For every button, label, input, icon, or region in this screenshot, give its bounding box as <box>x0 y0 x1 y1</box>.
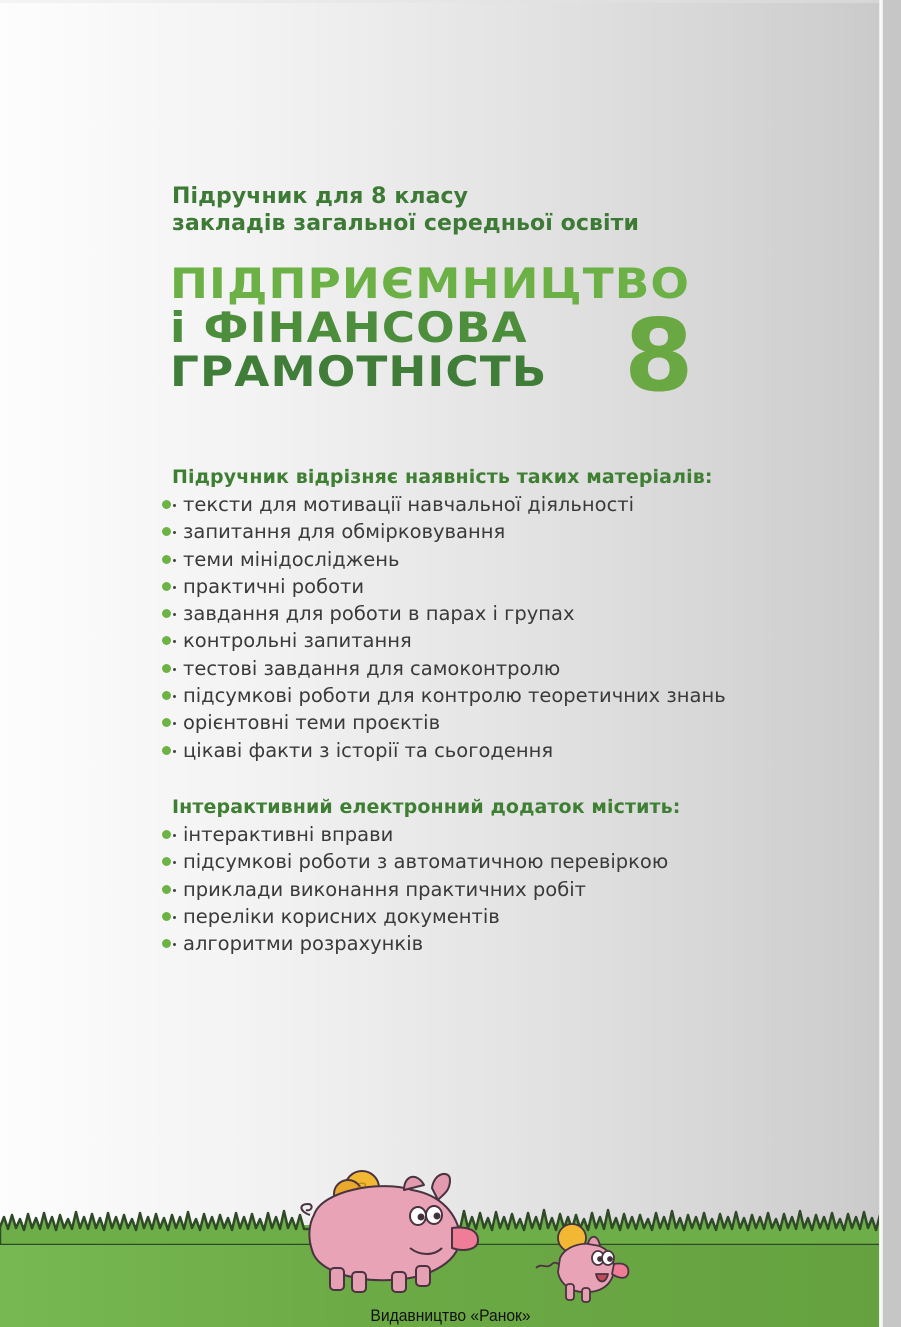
bullet-icon <box>162 664 171 673</box>
list-item <box>162 737 726 764</box>
dot-icon <box>173 916 176 919</box>
list-item-text: практичні роботи <box>183 574 365 598</box>
list-item-text: алгоритми розрахунків <box>183 932 424 956</box>
list-item-text: контрольні запитання <box>183 629 412 653</box>
bullet-icon <box>162 857 171 866</box>
dot-icon <box>173 695 176 698</box>
dot-icon <box>173 889 176 892</box>
big-piggy-bank-icon <box>292 1160 488 1295</box>
dot-icon <box>173 668 176 671</box>
dot-icon <box>173 586 176 589</box>
dot-icon <box>173 750 176 753</box>
bullet-icon <box>162 527 171 536</box>
list-item <box>162 627 726 654</box>
dot-icon <box>173 613 176 616</box>
list-item-text: орієнтовні теми проєктів <box>183 711 441 735</box>
list-item <box>162 655 726 682</box>
dot-icon <box>173 559 176 562</box>
list-item-text: підсумкові роботи з автоматичною перевіркою <box>183 850 669 874</box>
spine-edge <box>883 0 901 1327</box>
dot-icon <box>173 943 176 946</box>
bullet-icon <box>162 636 171 645</box>
bullet-icon <box>162 609 171 618</box>
dot-icon <box>173 834 176 837</box>
list-item-text: переліки корисних документів <box>183 904 500 928</box>
list-item-text: завдання для роботи в парах і групах <box>183 602 575 626</box>
title-line-3: ГРАМОТНІСТЬ <box>170 347 548 396</box>
bullet-icon <box>162 500 171 509</box>
dot-icon <box>173 722 176 725</box>
dot-icon <box>173 504 176 507</box>
dot-icon <box>173 531 176 534</box>
list-item <box>162 600 726 627</box>
list-item <box>162 848 668 875</box>
bullet-icon <box>162 582 171 591</box>
features-heading: Підручник відрізняє наявність таких матеріалів: <box>172 466 713 488</box>
grade-number: 8 <box>624 297 694 414</box>
list-item-text: підсумкові роботи для контролю теоретичних знань <box>183 684 726 708</box>
list-item <box>162 573 726 600</box>
dot-icon <box>173 861 176 864</box>
bullet-icon <box>162 939 171 948</box>
list-item <box>162 876 668 903</box>
features-list <box>162 491 726 764</box>
list-item <box>162 821 668 848</box>
list-item <box>162 903 668 930</box>
title-line-1: ПІДПРИЄМНИЦТВО <box>170 259 691 308</box>
dot-icon <box>173 640 176 643</box>
bullet-icon <box>162 885 171 894</box>
subtitle <box>172 183 639 237</box>
small-piggy-bank-icon <box>534 1218 634 1304</box>
list-item-text: теми мінідосліджень <box>183 547 400 571</box>
interactive-list <box>162 821 668 957</box>
subtitle-line-1: Підручник для 8 класу <box>172 184 469 209</box>
title-line-2: і ФІНАНСОВА <box>170 303 528 352</box>
top-edge <box>0 0 901 3</box>
list-item <box>162 518 726 545</box>
book-title <box>170 259 691 396</box>
list-item <box>162 546 726 573</box>
list-item-text: цікаві факти з історії та сьогодення <box>183 738 554 762</box>
list-item <box>162 709 726 736</box>
list-item <box>162 682 726 709</box>
spine-fold-line <box>879 0 883 1327</box>
list-item-text: тексти для мотивації навчальної діяльності <box>183 493 635 516</box>
publisher-name: Видавництво «Ранок» <box>370 1306 531 1325</box>
bullet-icon <box>162 830 171 839</box>
bullet-icon <box>162 912 171 921</box>
bullet-icon <box>162 555 171 564</box>
list-item-text: приклади виконання практичних робіт <box>183 877 587 901</box>
interactive-heading: Інтерактивний електронний додаток містить: <box>172 796 681 818</box>
list-item-text: тестові завдання для самоконтролю <box>183 656 561 680</box>
list-item-text: інтерактивні вправи <box>183 823 394 846</box>
list-item-text: запитання для обмірковування <box>183 520 506 544</box>
list-item <box>162 491 726 518</box>
subtitle-line-2: закладів загальної середньої освіти <box>172 211 640 236</box>
bullet-icon <box>162 718 171 727</box>
bullet-icon <box>162 746 171 755</box>
bullet-icon <box>162 691 171 700</box>
list-item <box>162 930 668 957</box>
